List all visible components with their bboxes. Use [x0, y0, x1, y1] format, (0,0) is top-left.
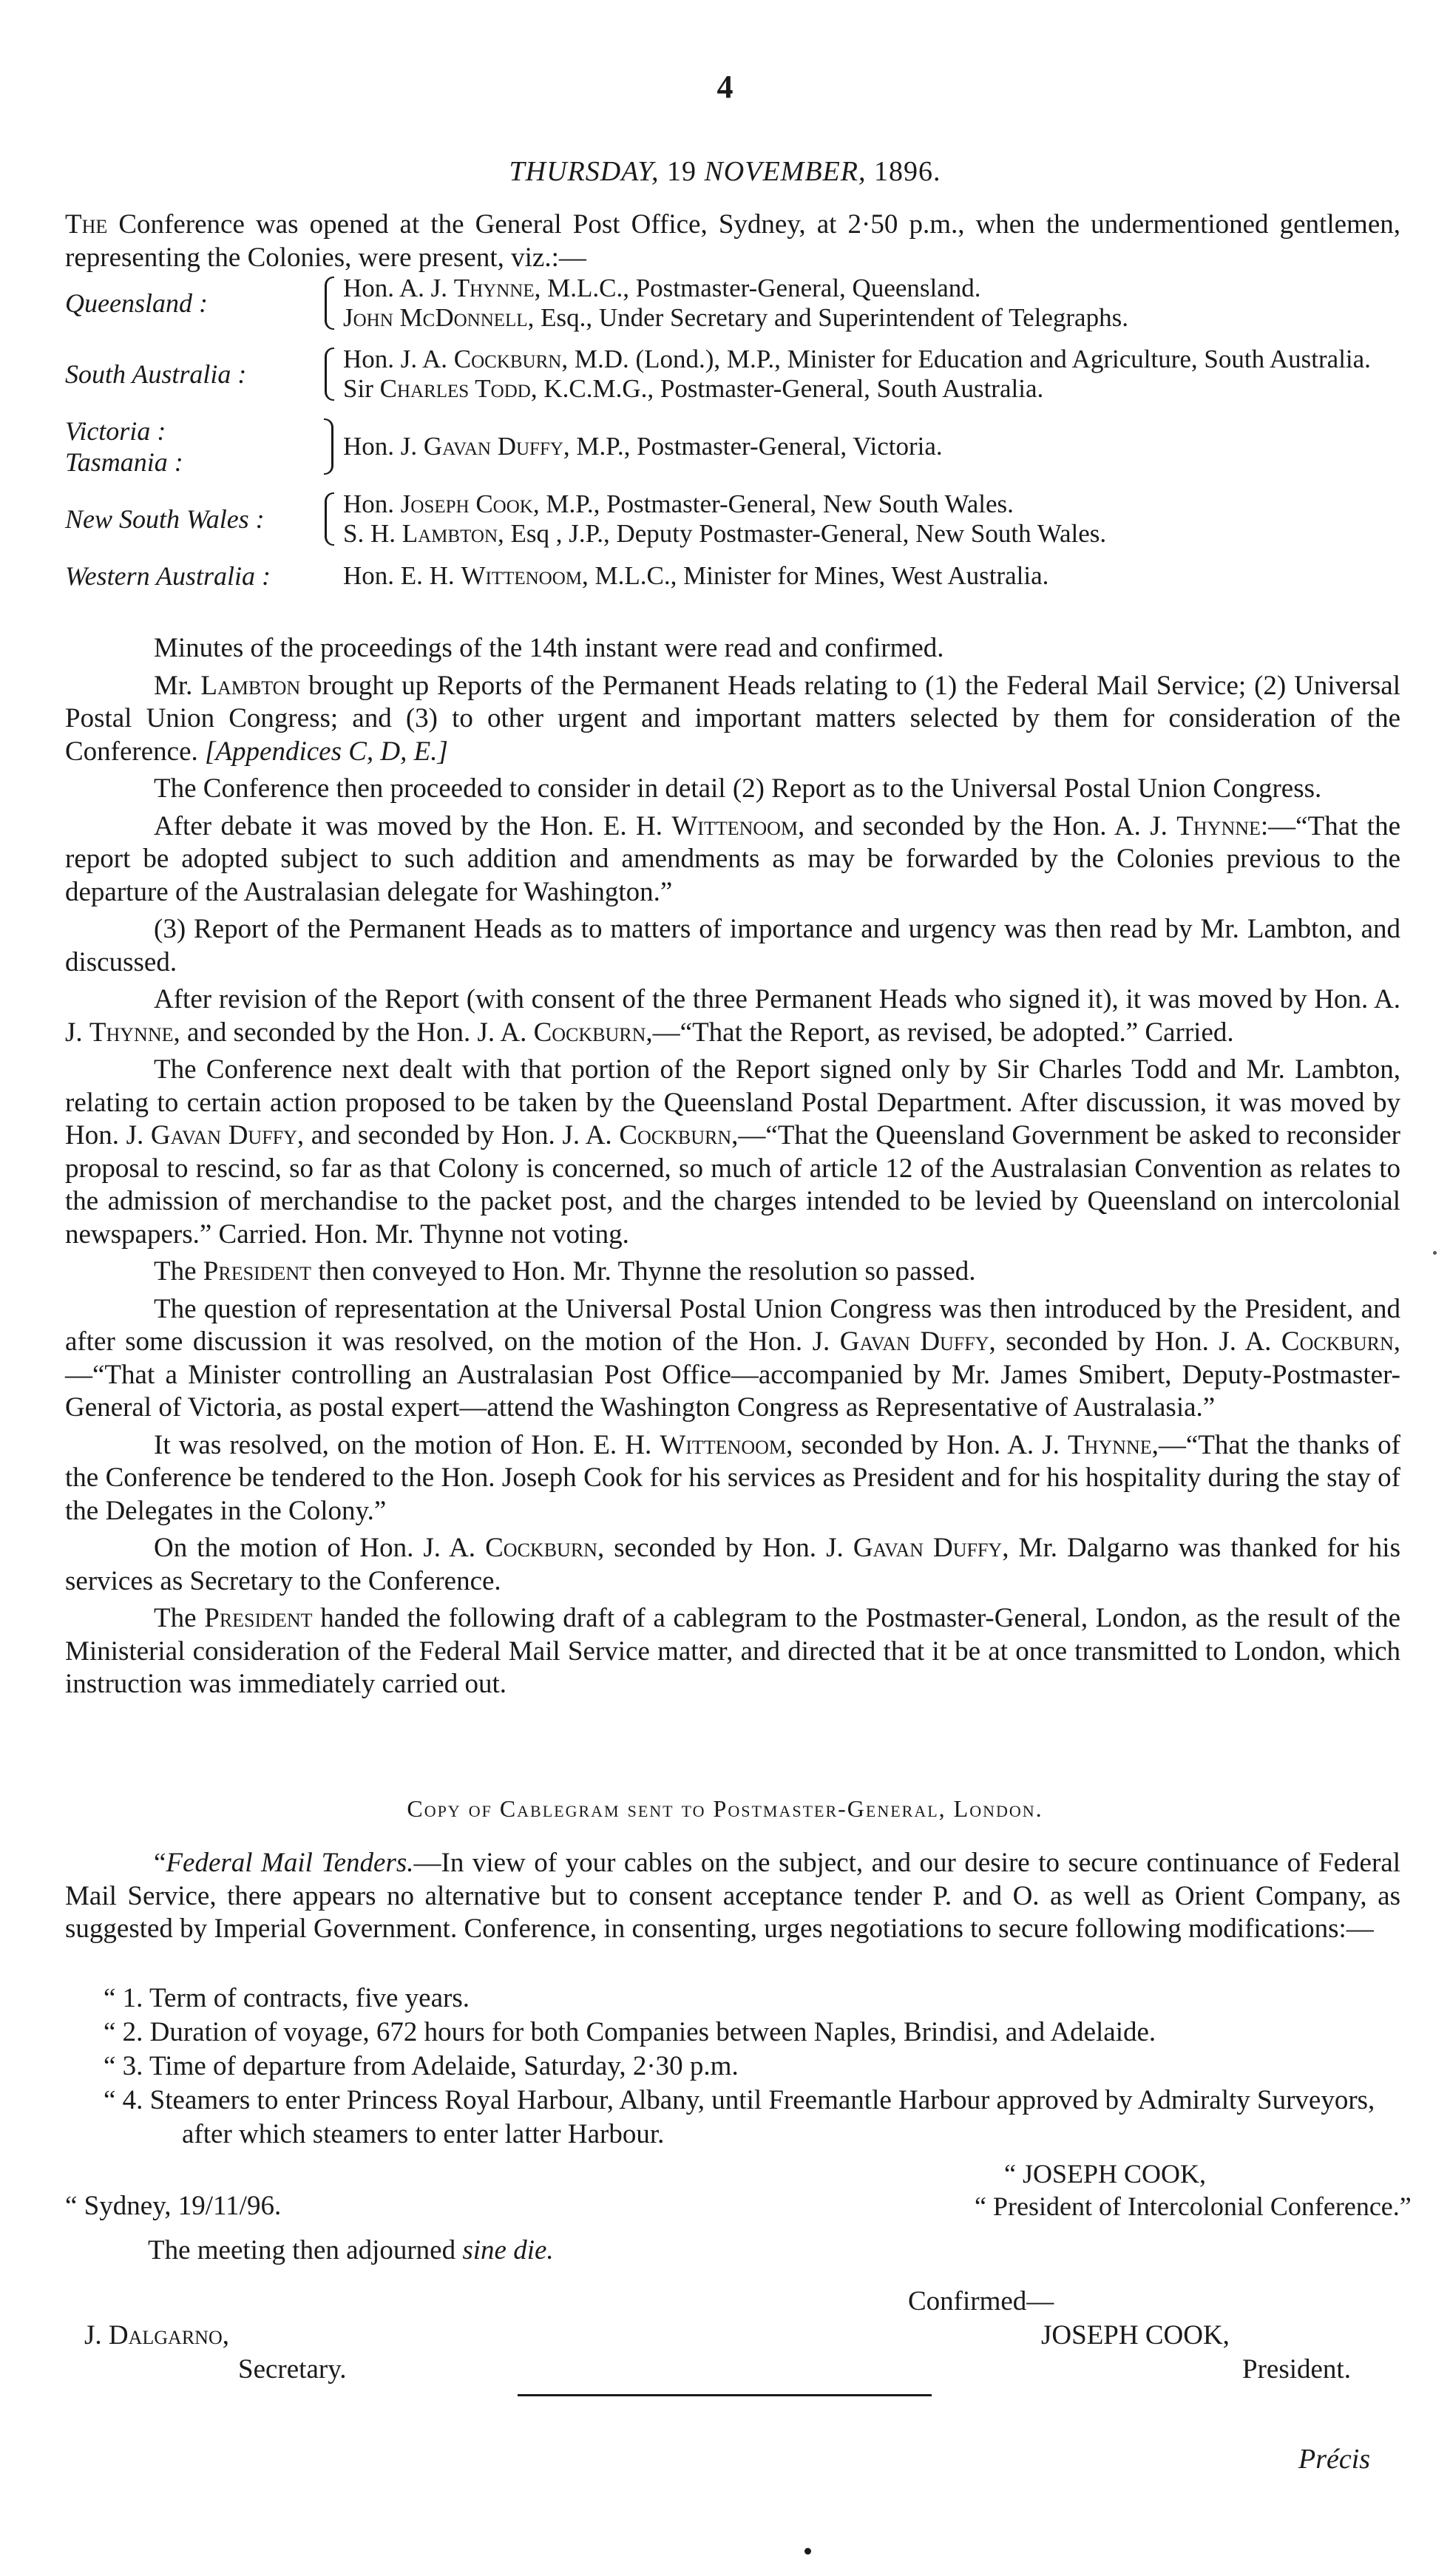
dateline: [0, 155, 1450, 188]
signature-title: “ President of Intercolonial Conference.”: [975, 2192, 1412, 2221]
cablegram-body: “Federal Mail Tenders.—In view of your cables on the subject, and our desire to secure continuance of Federal Mail Service, there appears no alternative but to consent acceptance tender P. and O. as well as Orient Company, as suggested by Imperial Government. Conference, in consenting, urges negotiations to secure following modifications:—: [65, 1848, 1400, 1944]
paragraph: After revision of the Report (with consent of the three Permanent Heads who signed it), it was moved by Hon. A. J. Thynne, and seconded by the Hon. J. A. Cockburn,—“That the Report, as revised, be adopted.” Carried.: [65, 984, 1400, 1048]
adjournment: The meeting then adjourned sine die.: [148, 2235, 554, 2265]
secretary-block: [84, 2319, 347, 2387]
paragraph: The President then conveyed to Hon. Mr. Thynne the resolution so passed.: [154, 1256, 976, 1287]
list-item: “ 2. Duration of voyage, 672 hours for both Companies between Naples, Brindisi, and Adelaide.: [104, 2017, 1156, 2047]
delegate-line: Hon. E. H. Wittenoom, M.L.C., Minister for Mines, West Australia.: [343, 561, 1049, 590]
confirmed-label: Confirmed—: [908, 2286, 1054, 2316]
intro-paragraph: [65, 209, 1400, 274]
margin-speck: [1433, 1251, 1437, 1255]
divider: [518, 2394, 932, 2396]
cablegram-signature: [975, 2158, 1412, 2223]
brace-icon: [322, 274, 339, 333]
delegate-line: Hon. J. A. Cockburn, M.D. (Lond.), M.P., Minister for Education and Agriculture, South Australia.: [343, 345, 1371, 373]
dateline-month: NOVEMBER,: [704, 156, 867, 187]
dateline-date: 19: [666, 156, 697, 187]
minutes-body: [65, 632, 1400, 1706]
paragraph: After debate it was moved by the Hon. E. H. Wittenoom, and seconded by the Hon. A. J. Thynne:—“That the report be adopted subject to such addition and amendments as may be forwarded by the Colonies previous to the departure of the Australasian delegate for Washington.”: [65, 810, 1400, 907]
colony-name: Western Australia :: [65, 561, 271, 591]
secretary-name: J. Dalgarno,: [84, 2320, 229, 2350]
colony-name: South Australia :: [65, 359, 247, 389]
page-number: 4: [716, 69, 734, 105]
paragraph: On the motion of Hon. J. A. Cockburn, seconded by Hon. J. Gavan Duffy, Mr. Dalgarno was thanked for his services as Secretary to the Conference.: [65, 1533, 1400, 1596]
delegate-line: S. H. Lambton, Esq , J.P., Deputy Postmaster-General, New South Wales.: [343, 519, 1107, 548]
cablegram-heading: Copy of Cablegram sent to Postmaster-General, London.: [407, 1795, 1043, 1822]
president-title: President.: [1242, 2354, 1351, 2385]
paragraph: (3) Report of the Permanent Heads as to matters of importance and urgency was then read by Mr. Lambton, and discussed.: [65, 914, 1400, 977]
delegates-list: [65, 274, 1400, 603]
colony-row: [65, 345, 1400, 404]
confirmation-block: [908, 2285, 1351, 2387]
colony-row: [65, 489, 1400, 549]
brace-icon: [322, 489, 339, 549]
colony-members: [339, 489, 1400, 549]
paragraph: The Conference then proceeded to consider in detail (2) Report as to the Universal Postal Union Congress.: [154, 773, 1322, 804]
delegate-line: Hon. J. Gavan Duffy, M.P., Postmaster-General, Victoria.: [343, 432, 943, 461]
signature-name: “ JOSEPH COOK,: [1004, 2159, 1207, 2189]
intro-text: Conference was opened at the General Post Office, Sydney, at 2·50 p.m., when the undermentioned gentlemen, representing the Colonies, were present, viz.:—: [65, 209, 1400, 273]
secretary-title: Secretary.: [238, 2354, 347, 2385]
brace-icon: [322, 345, 339, 404]
delegate-line: Hon. A. J. Thynne, M.L.C., Postmaster-General, Queensland.: [343, 274, 981, 302]
colony-name: Queensland :: [65, 288, 208, 318]
paragraph: The President handed the following draft of a cablegram to the Postmaster-General, London, as the result of the Ministerial consideration of the Federal Mail Service matter, and directed that it be at once transmitted to London, which instruction was immediately carried out.: [65, 1603, 1400, 1699]
dateline-year: 1896.: [873, 156, 941, 187]
delegate-line: Hon. Joseph Cook, M.P., Postmaster-General, New South Wales.: [343, 489, 1014, 518]
dateline-day: THURSDAY,: [509, 156, 660, 187]
delegate-line: John McDonnell, Esq., Under Secretary and Superintendent of Telegraphs.: [343, 303, 1128, 332]
list-item: “ 4. Steamers to enter Princess Royal Harbour, Albany, until Freemantle Harbour approved by Admiralty Surveyors, after which steamers to enter latter Harbour.: [104, 2085, 1375, 2149]
delegate-line: Sir Charles Todd, K.C.M.G., Postmaster-General, South Australia.: [343, 374, 1044, 403]
colony-name: Victoria : Tasmania :: [65, 416, 183, 477]
paragraph: The question of representation at the Universal Postal Union Congress was then introduced by the President, and after some discussion it was resolved, on the motion of the Hon. J. Gavan Duffy, seconded by Hon. J. A. Cockburn,—“That a Minister controlling an Australasian Post Office—accompanied by Mr. James Smibert, Deputy-Postmaster-General of Victoria, as postal expert—attend the Washington Congress as Representative of Australasia.”: [65, 1293, 1400, 1423]
list-item: “ 3. Time of departure from Adelaide, Saturday, 2·30 p.m.: [104, 2051, 739, 2081]
colony-members: [339, 561, 1400, 591]
cablegram-items: [104, 1982, 1400, 2152]
cablegram-place-date: “ Sydney, 19/11/96.: [65, 2191, 282, 2221]
colony-row: [65, 274, 1400, 333]
colony-row: [65, 560, 1400, 592]
intro-lead: The: [65, 209, 108, 240]
paragraph: Minutes of the proceedings of the 14th instant were read and confirmed.: [154, 633, 944, 663]
catchword: Précis: [1298, 2444, 1371, 2475]
paragraph: Mr. Lambton brought up Reports of the Permanent Heads relating to (1) the Federal Mail Service; (2) Universal Postal Union Congress; and (3) to other urgent and important matters selected by them for consideration of the Conference. [Appendices C, D, E.]: [65, 670, 1400, 767]
colony-members: [339, 274, 1400, 333]
paragraph: It was resolved, on the motion of Hon. E. H. Wittenoom, seconded by Hon. A. J. Thynne,—“That the thanks of the Conference be tendered to the Hon. Joseph Cook for his services as President and for his hospitality during the stay of the Delegates in the Colony.”: [65, 1429, 1400, 1526]
list-item: “ 1. Term of contracts, five years.: [104, 1983, 470, 2013]
colony-members: [339, 432, 1400, 461]
president-name: JOSEPH COOK,: [1041, 2320, 1230, 2350]
colony-row: [65, 416, 1400, 478]
brace-icon: [322, 416, 339, 478]
colony-name: New South Wales :: [65, 504, 265, 534]
paragraph: The Conference next dealt with that portion of the Report signed only by Sir Charles Todd and Mr. Lambton, relating to certain action proposed to be taken by the Queensland Postal Department. After discussion, it was moved by Hon. J. Gavan Duffy, and seconded by Hon. J. A. Cockburn,—“That the Queensland Government be asked to reconsider proposal to rescind, so far as that Colony is concerned, so much of article 12 of the Australasian Convention as relates to the admission of merchandise to the packet post, and the charges intended to be levied by Queensland on intercolonial newspapers.” Carried. Hon. Mr. Thynne not voting.: [65, 1054, 1401, 1250]
colony-members: [339, 345, 1400, 404]
page-speck: [804, 2548, 811, 2555]
